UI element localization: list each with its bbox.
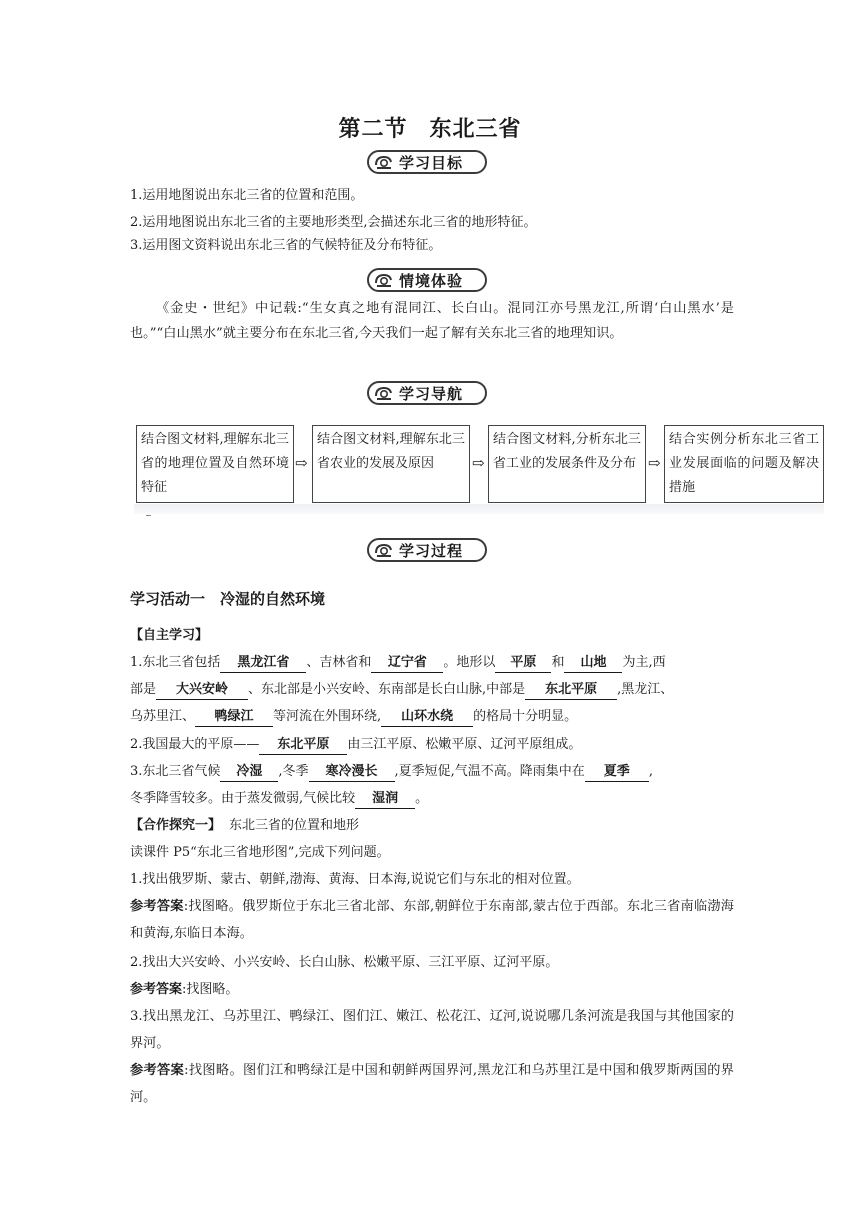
coop-answer-3: 参考答案:找图略。图们江和鸭绿江是中国和朝鲜两国界河,黑龙江和乌苏里江是中国和俄罗斯两国的界河。: [130, 1063, 734, 1105]
flow-step-1: 结合图文材料,理解东北三省的地理位置及自然环境特征: [136, 425, 294, 503]
scenario-badge: 情境体验: [367, 268, 487, 292]
study-icon: [373, 271, 395, 289]
answer-blank: 夏季: [585, 763, 649, 782]
self-study-q1-line1: 1.东北三省包括 黑龙江省 、吉林省和 辽宁省 。地形以 平原 和 山地 为主,西: [130, 653, 740, 673]
coop-topic: 东北三省的位置和地形: [229, 818, 360, 833]
answer-blank: 鸭绿江: [195, 708, 273, 727]
process-badge: 学习过程: [367, 538, 487, 562]
coop-answer-1: 参考答案:找图略。俄罗斯位于东北三省北部、东部,朝鲜位于东南部,蒙古位于西部。东北三省南临渤海和黄海,东临日本海。: [130, 899, 734, 941]
self-study-q3-line1: 3.东北三省气候 冷湿 ,冬季 寒冷漫长 ,夏季短促,气温不高。降雨集中在 夏季 ,: [130, 762, 740, 782]
objective-3: 3.运用图文资料说出东北三省的气候特征及分布特征。: [130, 238, 442, 253]
coop-question-2: 2.找出大兴安岭、小兴安岭、长白山脉、松嫩平原、三江平原、辽河平原。: [130, 955, 559, 970]
flow-step-4: 结合实例分析东北三省工业发展面临的问题及解决措施: [664, 425, 824, 503]
answer-blank: 冷湿: [220, 763, 278, 782]
flow-arrow-icon: ⇨: [648, 454, 661, 472]
objectives-badge: 学习目标: [367, 150, 487, 174]
study-icon: [373, 541, 395, 559]
study-icon: [373, 153, 395, 171]
answer-blank: 山地: [564, 654, 622, 673]
coop-question-3: 3.找出黑龙江、乌苏里江、鸭绿江、图们江、嫩江、松花江、辽河,说说哪几条河流是我国与其他国家的界河。: [130, 1009, 734, 1051]
objective-2: 2.运用地图说出东北三省的主要地形类型,会描述东北三省的地形特征。: [130, 215, 537, 230]
coop-header: [130, 816, 740, 836]
self-study-label: 【自主学习】: [130, 628, 209, 643]
answer-blank: 大兴安岭: [156, 681, 248, 700]
answer-blank: 辽宁省: [371, 654, 443, 673]
flow-step-2: 结合图文材料,理解东北三省农业的发展及原因: [312, 425, 470, 503]
objective-1: 1.运用地图说出东北三省的位置和范围。: [130, 188, 364, 203]
answer-blank: 寒冷漫长: [309, 763, 395, 782]
answer-blank: 湿润: [355, 790, 415, 809]
self-study-q2: 2.我国最大的平原—— 东北平原 由三江平原、松嫩平原、辽河平原组成。: [130, 735, 740, 755]
answer-blank: 东北平原: [259, 736, 347, 755]
scan-mark: [146, 515, 151, 516]
study-icon: [373, 384, 395, 402]
answer-blank: 平原: [495, 654, 551, 673]
self-study-q3-line2: 冬季降雪较多。由于蒸发微弱,气候比较 湿润 。: [130, 789, 740, 809]
flow-arrow-icon: ⇨: [472, 454, 485, 472]
scenario-text: 《金史・世纪》中记载:“生女真之地有混同江、长白山。混同江亦号黑龙江,所谓‘白山黑水’是也。”“白山黑水”就主要分布在东北三省,今天我们一起了解有关东北三省的地理知识。: [130, 301, 734, 341]
coop-label: 【合作探究一】: [130, 818, 222, 833]
self-study-q1-line3: 乌苏里江、 鸭绿江 等河流在外围环绕, 山环水绕 的格局十分明显。: [130, 707, 740, 727]
page-title: [0, 112, 860, 143]
self-study-q1-line2: 部是 大兴安岭 、东北部是小兴安岭、东南部是长白山脉,中部是 东北平原 ,黑龙江、: [130, 680, 740, 700]
learning-navigation-flow: [136, 425, 824, 503]
coop-question-1: 1.找出俄罗斯、蒙古、朝鲜,渤海、黄海、日本海,说说它们与东北的相对位置。: [130, 872, 580, 887]
section-number: 第二节: [338, 117, 408, 142]
navigation-badge: 学习导航: [367, 381, 487, 405]
scan-shading: [134, 504, 824, 514]
flow-arrow-icon: ⇨: [295, 454, 308, 472]
flow-step-3: 结合图文材料,分析东北三省工业的发展条件及分布: [488, 425, 646, 503]
activity-heading: 学习活动一 冷湿的自然环境: [130, 590, 326, 608]
answer-blank: 山环水绕: [381, 708, 473, 727]
coop-answer-2: 参考答案:找图略。: [130, 982, 239, 997]
section-name: 东北三省: [429, 117, 522, 142]
answer-blank: 黑龙江省: [220, 654, 306, 673]
coop-intro: 读课件 P5“东北三省地形图”,完成下列问题。: [130, 845, 390, 860]
answer-blank: 东北平原: [525, 681, 617, 700]
